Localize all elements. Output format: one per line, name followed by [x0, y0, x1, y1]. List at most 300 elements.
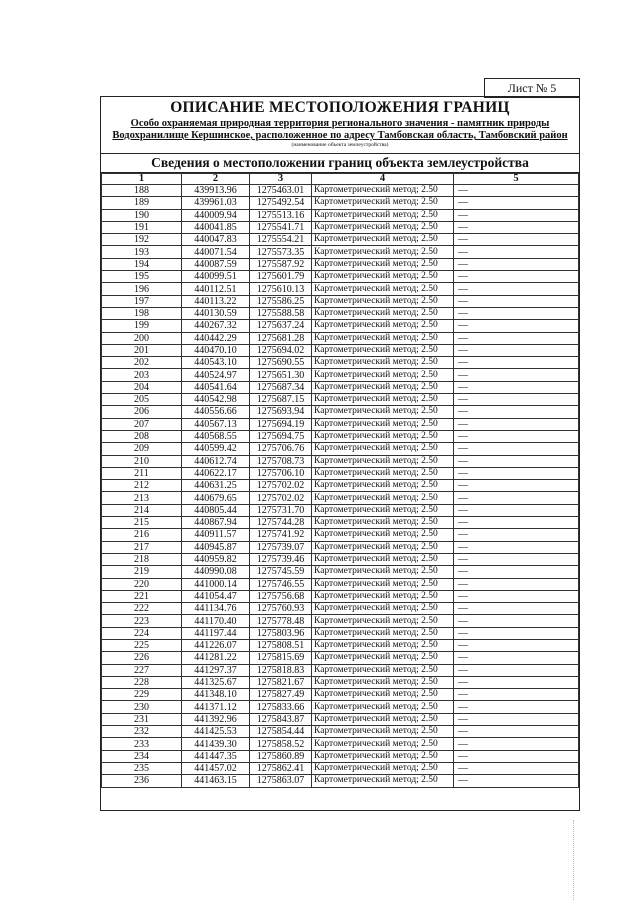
- note-cell: —: [454, 738, 579, 750]
- method-cell: Картометрический метод; 2.50: [312, 775, 454, 787]
- point-number-cell: 196: [102, 283, 182, 295]
- y-coordinate-cell: 1275492.54: [250, 197, 312, 209]
- y-coordinate-cell: 1275687.34: [250, 381, 312, 393]
- x-coordinate-cell: 440524.97: [182, 369, 250, 381]
- note-cell: —: [454, 320, 579, 332]
- y-coordinate-cell: 1275694.75: [250, 430, 312, 442]
- y-coordinate-cell: 1275843.87: [250, 713, 312, 725]
- y-coordinate-cell: 1275554.21: [250, 234, 312, 246]
- y-coordinate-cell: 1275573.35: [250, 246, 312, 258]
- x-coordinate-cell: 439961.03: [182, 197, 250, 209]
- method-cell: Картометрический метод; 2.50: [312, 639, 454, 651]
- y-coordinate-cell: 1275862.41: [250, 762, 312, 774]
- note-cell: —: [454, 455, 579, 467]
- x-coordinate-cell: 440113.22: [182, 295, 250, 307]
- document-frame: [100, 96, 580, 811]
- x-coordinate-cell: 440568.55: [182, 430, 250, 442]
- x-coordinate-cell: 440541.64: [182, 381, 250, 393]
- x-coordinate-cell: 441170.40: [182, 615, 250, 627]
- y-coordinate-cell: 1275778.48: [250, 615, 312, 627]
- point-number-cell: 229: [102, 689, 182, 701]
- table-row: [102, 320, 579, 332]
- point-number-cell: 188: [102, 185, 182, 197]
- table-row: [102, 332, 579, 344]
- note-cell: —: [454, 762, 579, 774]
- section-title: Сведения о местоположении границ объекта землеустройства: [101, 154, 579, 173]
- table-row: [102, 406, 579, 418]
- method-cell: Картометрический метод; 2.50: [312, 590, 454, 602]
- table-row: [102, 676, 579, 688]
- table-row: [102, 455, 579, 467]
- x-coordinate-cell: 440130.59: [182, 307, 250, 319]
- note-cell: —: [454, 541, 579, 553]
- method-cell: Картометрический метод; 2.50: [312, 221, 454, 233]
- method-cell: Картометрический метод; 2.50: [312, 664, 454, 676]
- note-cell: —: [454, 639, 579, 651]
- x-coordinate-cell: 441325.67: [182, 676, 250, 688]
- note-cell: —: [454, 492, 579, 504]
- method-cell: Картометрический метод; 2.50: [312, 406, 454, 418]
- y-coordinate-cell: 1275706.10: [250, 467, 312, 479]
- method-cell: Картометрический метод; 2.50: [312, 185, 454, 197]
- method-cell: Картометрический метод; 2.50: [312, 295, 454, 307]
- note-cell: —: [454, 775, 579, 787]
- method-cell: Картометрический метод; 2.50: [312, 762, 454, 774]
- point-number-cell: 198: [102, 307, 182, 319]
- table-row: [102, 271, 579, 283]
- boundary-points-table: [101, 173, 579, 788]
- method-cell: Картометрический метод; 2.50: [312, 627, 454, 639]
- x-coordinate-cell: 441226.07: [182, 639, 250, 651]
- point-number-cell: 215: [102, 517, 182, 529]
- method-cell: Картометрический метод; 2.50: [312, 689, 454, 701]
- table-row: [102, 430, 579, 442]
- x-coordinate-cell: 441197.44: [182, 627, 250, 639]
- x-coordinate-cell: 441457.02: [182, 762, 250, 774]
- point-number-cell: 201: [102, 344, 182, 356]
- table-body: [102, 185, 579, 788]
- y-coordinate-cell: 1275739.46: [250, 553, 312, 565]
- x-coordinate-cell: 440099.51: [182, 271, 250, 283]
- note-cell: —: [454, 713, 579, 725]
- method-cell: Картометрический метод; 2.50: [312, 283, 454, 295]
- x-coordinate-cell: 440087.59: [182, 258, 250, 270]
- table-row: [102, 762, 579, 774]
- method-cell: Картометрический метод; 2.50: [312, 517, 454, 529]
- x-coordinate-cell: 439913.96: [182, 185, 250, 197]
- point-number-cell: 202: [102, 357, 182, 369]
- point-number-cell: 194: [102, 258, 182, 270]
- y-coordinate-cell: 1275739.07: [250, 541, 312, 553]
- note-cell: —: [454, 406, 579, 418]
- point-number-cell: 231: [102, 713, 182, 725]
- x-coordinate-cell: 440543.10: [182, 357, 250, 369]
- method-cell: Картометрический метод; 2.50: [312, 738, 454, 750]
- x-coordinate-cell: 440009.94: [182, 209, 250, 221]
- x-coordinate-cell: 440041.85: [182, 221, 250, 233]
- x-coordinate-cell: 441463.15: [182, 775, 250, 787]
- table-row: [102, 750, 579, 762]
- point-number-cell: 223: [102, 615, 182, 627]
- point-number-cell: 189: [102, 197, 182, 209]
- method-cell: Картометрический метод; 2.50: [312, 480, 454, 492]
- point-number-cell: 209: [102, 443, 182, 455]
- table-row: [102, 443, 579, 455]
- method-cell: Картометрический метод; 2.50: [312, 418, 454, 430]
- method-cell: Картометрический метод; 2.50: [312, 467, 454, 479]
- y-coordinate-cell: 1275745.59: [250, 566, 312, 578]
- x-coordinate-cell: 441134.76: [182, 603, 250, 615]
- point-number-cell: 205: [102, 394, 182, 406]
- table-row: [102, 283, 579, 295]
- point-number-cell: 207: [102, 418, 182, 430]
- table-row: [102, 639, 579, 651]
- note-cell: —: [454, 664, 579, 676]
- method-cell: Картометрический метод; 2.50: [312, 357, 454, 369]
- y-coordinate-cell: 1275687.15: [250, 394, 312, 406]
- method-cell: Картометрический метод; 2.50: [312, 529, 454, 541]
- note-cell: —: [454, 467, 579, 479]
- x-coordinate-cell: 440631.25: [182, 480, 250, 492]
- note-cell: —: [454, 258, 579, 270]
- y-coordinate-cell: 1275513.16: [250, 209, 312, 221]
- point-number-cell: 210: [102, 455, 182, 467]
- x-coordinate-cell: 440679.65: [182, 492, 250, 504]
- y-coordinate-cell: 1275706.76: [250, 443, 312, 455]
- point-number-cell: 219: [102, 566, 182, 578]
- y-coordinate-cell: 1275756.68: [250, 590, 312, 602]
- object-caption: (наименование объекта землеустройства): [291, 142, 389, 148]
- table-row: [102, 652, 579, 664]
- sheet-number-label: Лист № 5: [484, 78, 580, 98]
- x-coordinate-cell: 440959.82: [182, 553, 250, 565]
- method-cell: Картометрический метод; 2.50: [312, 307, 454, 319]
- note-cell: —: [454, 381, 579, 393]
- x-coordinate-cell: 440470.10: [182, 344, 250, 356]
- method-cell: Картометрический метод; 2.50: [312, 197, 454, 209]
- y-coordinate-cell: 1275690.55: [250, 357, 312, 369]
- object-description-line-2: Водохранилище Кершинское, расположенное по адресу Тамбовская область, Тамбовский район: [112, 130, 568, 141]
- point-number-cell: 212: [102, 480, 182, 492]
- method-cell: Картометрический метод; 2.50: [312, 566, 454, 578]
- table-row: [102, 664, 579, 676]
- note-cell: —: [454, 652, 579, 664]
- column-header-3: 3: [250, 174, 312, 185]
- point-number-cell: 199: [102, 320, 182, 332]
- point-number-cell: 208: [102, 430, 182, 442]
- point-number-cell: 211: [102, 467, 182, 479]
- x-coordinate-cell: 440805.44: [182, 504, 250, 516]
- point-number-cell: 214: [102, 504, 182, 516]
- method-cell: Картометрический метод; 2.50: [312, 443, 454, 455]
- note-cell: —: [454, 603, 579, 615]
- note-cell: —: [454, 271, 579, 283]
- y-coordinate-cell: 1275744.28: [250, 517, 312, 529]
- method-cell: Картометрический метод; 2.50: [312, 603, 454, 615]
- method-cell: Картометрический метод; 2.50: [312, 320, 454, 332]
- point-number-cell: 225: [102, 639, 182, 651]
- y-coordinate-cell: 1275731.70: [250, 504, 312, 516]
- table-row: [102, 467, 579, 479]
- method-cell: Картометрический метод; 2.50: [312, 234, 454, 246]
- y-coordinate-cell: 1275863.07: [250, 775, 312, 787]
- document-title: ОПИСАНИЕ МЕСТОПОЛОЖЕНИЯ ГРАНИЦ: [170, 99, 510, 116]
- x-coordinate-cell: 440867.94: [182, 517, 250, 529]
- note-cell: —: [454, 394, 579, 406]
- object-description-line-1: Особо охраняемая природная территория регионального значения - памятник природы: [130, 118, 550, 129]
- note-cell: —: [454, 689, 579, 701]
- margin-mark: [573, 820, 575, 900]
- y-coordinate-cell: 1275651.30: [250, 369, 312, 381]
- y-coordinate-cell: 1275681.28: [250, 332, 312, 344]
- point-number-cell: 234: [102, 750, 182, 762]
- table-row: [102, 480, 579, 492]
- method-cell: Картометрический метод; 2.50: [312, 676, 454, 688]
- note-cell: —: [454, 332, 579, 344]
- method-cell: Картометрический метод; 2.50: [312, 492, 454, 504]
- note-cell: —: [454, 307, 579, 319]
- point-number-cell: 227: [102, 664, 182, 676]
- note-cell: —: [454, 553, 579, 565]
- x-coordinate-cell: 440442.29: [182, 332, 250, 344]
- point-number-cell: 213: [102, 492, 182, 504]
- method-cell: Картометрический метод; 2.50: [312, 504, 454, 516]
- method-cell: Картометрический метод; 2.50: [312, 394, 454, 406]
- note-cell: —: [454, 504, 579, 516]
- y-coordinate-cell: 1275746.55: [250, 578, 312, 590]
- table-row: [102, 701, 579, 713]
- document-header: [101, 97, 579, 154]
- method-cell: Картометрический метод; 2.50: [312, 271, 454, 283]
- x-coordinate-cell: 440267.32: [182, 320, 250, 332]
- note-cell: —: [454, 590, 579, 602]
- point-number-cell: 236: [102, 775, 182, 787]
- x-coordinate-cell: 440990.08: [182, 566, 250, 578]
- table-row: [102, 738, 579, 750]
- method-cell: Картометрический метод; 2.50: [312, 615, 454, 627]
- table-row: [102, 541, 579, 553]
- column-header-4: 4: [312, 174, 454, 185]
- table-row: [102, 492, 579, 504]
- x-coordinate-cell: 440567.13: [182, 418, 250, 430]
- y-coordinate-cell: 1275694.02: [250, 344, 312, 356]
- table-row: [102, 689, 579, 701]
- point-number-cell: 192: [102, 234, 182, 246]
- x-coordinate-cell: 441447.35: [182, 750, 250, 762]
- method-cell: Картометрический метод; 2.50: [312, 455, 454, 467]
- point-number-cell: 226: [102, 652, 182, 664]
- note-cell: —: [454, 221, 579, 233]
- note-cell: —: [454, 615, 579, 627]
- point-number-cell: 193: [102, 246, 182, 258]
- note-cell: —: [454, 443, 579, 455]
- point-number-cell: 206: [102, 406, 182, 418]
- y-coordinate-cell: 1275702.02: [250, 480, 312, 492]
- point-number-cell: 217: [102, 541, 182, 553]
- note-cell: —: [454, 234, 579, 246]
- y-coordinate-cell: 1275808.51: [250, 639, 312, 651]
- column-header-5: 5: [454, 174, 579, 185]
- y-coordinate-cell: 1275860.89: [250, 750, 312, 762]
- note-cell: —: [454, 418, 579, 430]
- note-cell: —: [454, 566, 579, 578]
- table-row: [102, 726, 579, 738]
- column-header-2: 2: [182, 174, 250, 185]
- method-cell: Картометрический метод; 2.50: [312, 701, 454, 713]
- table-row: [102, 246, 579, 258]
- table-row: [102, 578, 579, 590]
- x-coordinate-cell: 441297.37: [182, 664, 250, 676]
- x-coordinate-cell: 440599.42: [182, 443, 250, 455]
- method-cell: Картометрический метод; 2.50: [312, 713, 454, 725]
- y-coordinate-cell: 1275693.94: [250, 406, 312, 418]
- y-coordinate-cell: 1275803.96: [250, 627, 312, 639]
- x-coordinate-cell: 440542.98: [182, 394, 250, 406]
- note-cell: —: [454, 357, 579, 369]
- method-cell: Картометрический метод; 2.50: [312, 209, 454, 221]
- x-coordinate-cell: 440556.66: [182, 406, 250, 418]
- y-coordinate-cell: 1275815.69: [250, 652, 312, 664]
- y-coordinate-cell: 1275760.93: [250, 603, 312, 615]
- note-cell: —: [454, 529, 579, 541]
- y-coordinate-cell: 1275827.49: [250, 689, 312, 701]
- table-row: [102, 209, 579, 221]
- y-coordinate-cell: 1275854.44: [250, 726, 312, 738]
- note-cell: —: [454, 480, 579, 492]
- note-cell: —: [454, 517, 579, 529]
- table-row: [102, 295, 579, 307]
- table-row: [102, 566, 579, 578]
- note-cell: —: [454, 246, 579, 258]
- x-coordinate-cell: 440112.51: [182, 283, 250, 295]
- point-number-cell: 230: [102, 701, 182, 713]
- point-number-cell: 235: [102, 762, 182, 774]
- note-cell: —: [454, 344, 579, 356]
- note-cell: —: [454, 283, 579, 295]
- point-number-cell: 224: [102, 627, 182, 639]
- table-row: [102, 529, 579, 541]
- table-row: [102, 221, 579, 233]
- point-number-cell: 190: [102, 209, 182, 221]
- point-number-cell: 191: [102, 221, 182, 233]
- method-cell: Картометрический метод; 2.50: [312, 246, 454, 258]
- note-cell: —: [454, 430, 579, 442]
- table-row: [102, 258, 579, 270]
- y-coordinate-cell: 1275741.92: [250, 529, 312, 541]
- y-coordinate-cell: 1275702.02: [250, 492, 312, 504]
- point-number-cell: 197: [102, 295, 182, 307]
- x-coordinate-cell: 441392.96: [182, 713, 250, 725]
- table-row: [102, 381, 579, 393]
- note-cell: —: [454, 750, 579, 762]
- point-number-cell: 204: [102, 381, 182, 393]
- note-cell: —: [454, 295, 579, 307]
- table-row: [102, 615, 579, 627]
- x-coordinate-cell: 441425.53: [182, 726, 250, 738]
- method-cell: Картометрический метод; 2.50: [312, 750, 454, 762]
- note-cell: —: [454, 185, 579, 197]
- table-row: [102, 603, 579, 615]
- table-row: [102, 504, 579, 516]
- method-cell: Картометрический метод; 2.50: [312, 258, 454, 270]
- point-number-cell: 228: [102, 676, 182, 688]
- x-coordinate-cell: 441054.47: [182, 590, 250, 602]
- table-row: [102, 713, 579, 725]
- table-row: [102, 517, 579, 529]
- y-coordinate-cell: 1275588.58: [250, 307, 312, 319]
- x-coordinate-cell: 441439.30: [182, 738, 250, 750]
- y-coordinate-cell: 1275586.25: [250, 295, 312, 307]
- y-coordinate-cell: 1275601.79: [250, 271, 312, 283]
- note-cell: —: [454, 578, 579, 590]
- point-number-cell: 233: [102, 738, 182, 750]
- x-coordinate-cell: 441281.22: [182, 652, 250, 664]
- x-coordinate-cell: 440622.17: [182, 467, 250, 479]
- y-coordinate-cell: 1275833.66: [250, 701, 312, 713]
- x-coordinate-cell: 441371.12: [182, 701, 250, 713]
- method-cell: Картометрический метод; 2.50: [312, 652, 454, 664]
- x-coordinate-cell: 440945.87: [182, 541, 250, 553]
- method-cell: Картометрический метод; 2.50: [312, 726, 454, 738]
- table-row: [102, 418, 579, 430]
- x-coordinate-cell: 441000.14: [182, 578, 250, 590]
- y-coordinate-cell: 1275821.67: [250, 676, 312, 688]
- method-cell: Картометрический метод; 2.50: [312, 344, 454, 356]
- table-row: [102, 307, 579, 319]
- method-cell: Картометрический метод; 2.50: [312, 369, 454, 381]
- method-cell: Картометрический метод; 2.50: [312, 541, 454, 553]
- y-coordinate-cell: 1275637.24: [250, 320, 312, 332]
- note-cell: —: [454, 676, 579, 688]
- method-cell: Картометрический метод; 2.50: [312, 381, 454, 393]
- note-cell: —: [454, 369, 579, 381]
- x-coordinate-cell: 440071.54: [182, 246, 250, 258]
- table-header-row: [102, 174, 579, 185]
- point-number-cell: 232: [102, 726, 182, 738]
- table-row: [102, 553, 579, 565]
- y-coordinate-cell: 1275587.92: [250, 258, 312, 270]
- table-row: [102, 357, 579, 369]
- method-cell: Картометрический метод; 2.50: [312, 553, 454, 565]
- method-cell: Картометрический метод; 2.50: [312, 578, 454, 590]
- table-row: [102, 234, 579, 246]
- table-row: [102, 775, 579, 787]
- point-number-cell: 195: [102, 271, 182, 283]
- x-coordinate-cell: 440911.57: [182, 529, 250, 541]
- note-cell: —: [454, 197, 579, 209]
- table-row: [102, 627, 579, 639]
- table-row: [102, 197, 579, 209]
- x-coordinate-cell: 440612.74: [182, 455, 250, 467]
- x-coordinate-cell: 441348.10: [182, 689, 250, 701]
- method-cell: Картометрический метод; 2.50: [312, 430, 454, 442]
- point-number-cell: 200: [102, 332, 182, 344]
- point-number-cell: 218: [102, 553, 182, 565]
- y-coordinate-cell: 1275858.52: [250, 738, 312, 750]
- table-row: [102, 185, 579, 197]
- x-coordinate-cell: 440047.83: [182, 234, 250, 246]
- table-row: [102, 344, 579, 356]
- y-coordinate-cell: 1275463.01: [250, 185, 312, 197]
- y-coordinate-cell: 1275708.73: [250, 455, 312, 467]
- point-number-cell: 216: [102, 529, 182, 541]
- table-row: [102, 394, 579, 406]
- point-number-cell: 222: [102, 603, 182, 615]
- note-cell: —: [454, 701, 579, 713]
- point-number-cell: 203: [102, 369, 182, 381]
- y-coordinate-cell: 1275694.19: [250, 418, 312, 430]
- method-cell: Картометрический метод; 2.50: [312, 332, 454, 344]
